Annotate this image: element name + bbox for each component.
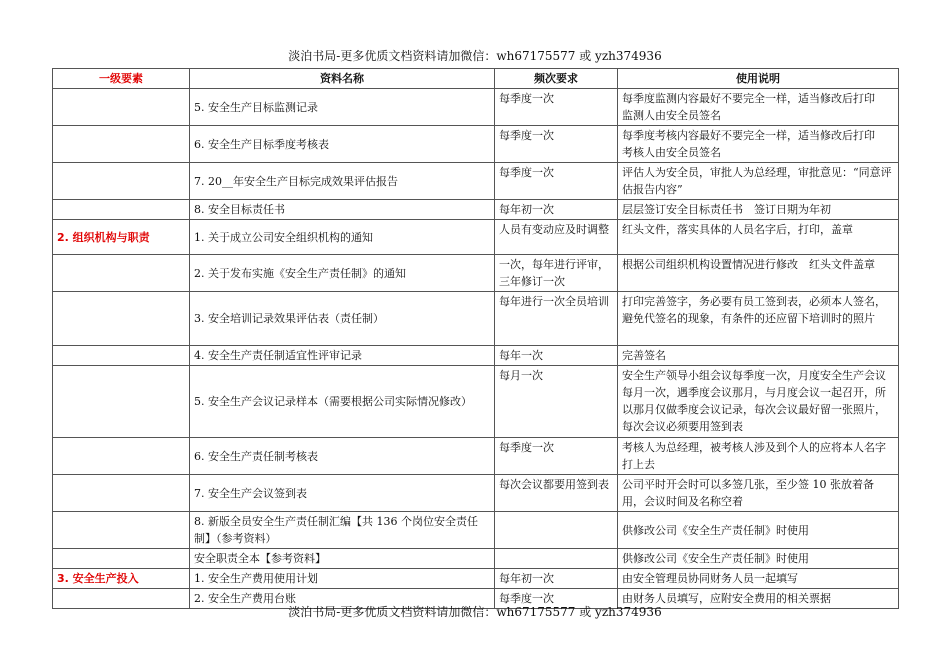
table-row: [53, 475, 899, 512]
table-row: [53, 220, 899, 255]
cell-name: 8. 新版全员安全生产责任制汇编【共 136 个岗位安全责任制】（参考资料）: [190, 512, 495, 549]
cell-name: 7. 20__年安全生产目标完成效果评估报告: [190, 163, 495, 200]
cell-usage: 打印完善签字，务必要有员工签到表，必须本人签名，避免代签名的现象，有条件的还应留下培训时的照片: [618, 292, 899, 346]
cell-category: [53, 89, 190, 126]
table-row: [53, 549, 899, 569]
cell-name: 8. 安全目标责任书: [190, 200, 495, 220]
cell-frequency: 一次，每年进行评审，三年修订一次: [495, 255, 618, 292]
cell-category: [53, 200, 190, 220]
page-footer: 淡泊书局-更多优质文档资料请加微信：wh67175577 或 yzh374936: [288, 605, 662, 619]
cell-frequency: 每次会议都要用签到表: [495, 475, 618, 512]
table-row: [53, 163, 899, 200]
cell-usage: 由安全管理员协同财务人员一起填写: [618, 569, 899, 589]
cell-category: [53, 126, 190, 163]
cell-category: 3. 安全生产投入: [53, 569, 190, 589]
cell-category: [53, 512, 190, 549]
cell-name: 6. 安全生产目标季度考核表: [190, 126, 495, 163]
cell-frequency: 每月一次: [495, 366, 618, 438]
document-table: [52, 68, 899, 609]
cell-category: [53, 163, 190, 200]
cell-category: [53, 366, 190, 438]
cell-usage: 安全生产领导小组会议每季度一次，月度安全生产会议每月一次，遇季度会议那月，与月度会议一起召开，所以那月仅做季度会议记录，每次会议最好留一张照片，每次会议必须要用签到表: [618, 366, 899, 438]
cell-name: 7. 安全生产会议签到表: [190, 475, 495, 512]
cell-name: 3. 安全培训记录效果评估表（责任制）: [190, 292, 495, 346]
cell-frequency: 每季度一次: [495, 163, 618, 200]
cell-frequency: 每季度一次: [495, 126, 618, 163]
cell-usage: 公司平时开会时可以多签几张，至少签 10 张放着备用，会议时间及名称空着: [618, 475, 899, 512]
table-row: [53, 200, 899, 220]
cell-usage: 层层签订安全目标责任书 签订日期为年初: [618, 200, 899, 220]
table-row: [53, 292, 899, 346]
cell-frequency: 人员有变动应及时调整: [495, 220, 618, 255]
cell-usage: 根据公司组织机构设置情况进行修改 红头文件盖章: [618, 255, 899, 292]
cell-usage: 每季度考核内容最好不要完全一样，适当修改后打印 考核人由安全员签名: [618, 126, 899, 163]
cell-frequency: 每季度一次: [495, 589, 618, 609]
table-row: [53, 126, 899, 163]
cell-usage: 考核人为总经理，被考核人涉及到个人的应将本人名字打上去: [618, 438, 899, 475]
cell-category: [53, 292, 190, 346]
cell-category: [53, 346, 190, 366]
table-row: [53, 366, 899, 438]
column-header-element: 一级要素: [53, 69, 190, 89]
cell-name: 5. 安全生产会议记录样本（需要根据公司实际情况修改）: [190, 366, 495, 438]
cell-usage: 供修改公司《安全生产责任制》时使用: [618, 549, 899, 569]
table-row: [53, 512, 899, 549]
cell-category: [53, 475, 190, 512]
cell-name: 4. 安全生产责任制适宜性评审记录: [190, 346, 495, 366]
cell-frequency: [495, 512, 618, 549]
cell-usage: 由财务人员填写，应附安全费用的相关票据: [618, 589, 899, 609]
table-row: [53, 255, 899, 292]
cell-usage: 每季度监测内容最好不要完全一样，适当修改后打印 监测人由安全员签名: [618, 89, 899, 126]
column-header-name: 资料名称: [190, 69, 495, 89]
cell-frequency: 每年初一次: [495, 569, 618, 589]
table-header-row: [53, 69, 899, 89]
cell-name: 安全职责全本【参考资料】: [190, 549, 495, 569]
cell-frequency: 每年初一次: [495, 200, 618, 220]
table-row: [53, 569, 899, 589]
table-row: [53, 89, 899, 126]
cell-frequency: [495, 549, 618, 569]
cell-name: 2. 安全生产费用台账: [190, 589, 495, 609]
cell-name: 1. 安全生产费用使用计划: [190, 569, 495, 589]
cell-category: [53, 255, 190, 292]
cell-frequency: 每季度一次: [495, 438, 618, 475]
cell-category: [53, 438, 190, 475]
column-header-frequency: 频次要求: [495, 69, 618, 89]
page-header: 淡泊书局-更多优质文档资料请加微信：wh67175577 或 yzh374936: [288, 49, 662, 63]
column-header-usage: 使用说明: [618, 69, 899, 89]
cell-frequency: 每年进行一次全员培训: [495, 292, 618, 346]
cell-category: 2. 组织机构与职责: [53, 220, 190, 255]
cell-usage: 供修改公司《安全生产责任制》时使用: [618, 512, 899, 549]
cell-frequency: 每年一次: [495, 346, 618, 366]
cell-name: 1. 关于成立公司安全组织机构的通知: [190, 220, 495, 255]
cell-name: 6. 安全生产责任制考核表: [190, 438, 495, 475]
cell-usage: 红头文件，落实具体的人员名字后，打印，盖章: [618, 220, 899, 255]
cell-name: 2. 关于发布实施《安全生产责任制》的通知: [190, 255, 495, 292]
table-row: [53, 346, 899, 366]
cell-usage: 评估人为安全员，审批人为总经理，审批意见：“同意评估报告内容”: [618, 163, 899, 200]
cell-usage: 完善签名: [618, 346, 899, 366]
cell-category: [53, 549, 190, 569]
cell-frequency: 每季度一次: [495, 89, 618, 126]
table-row: [53, 438, 899, 475]
cell-name: 5. 安全生产目标监测记录: [190, 89, 495, 126]
